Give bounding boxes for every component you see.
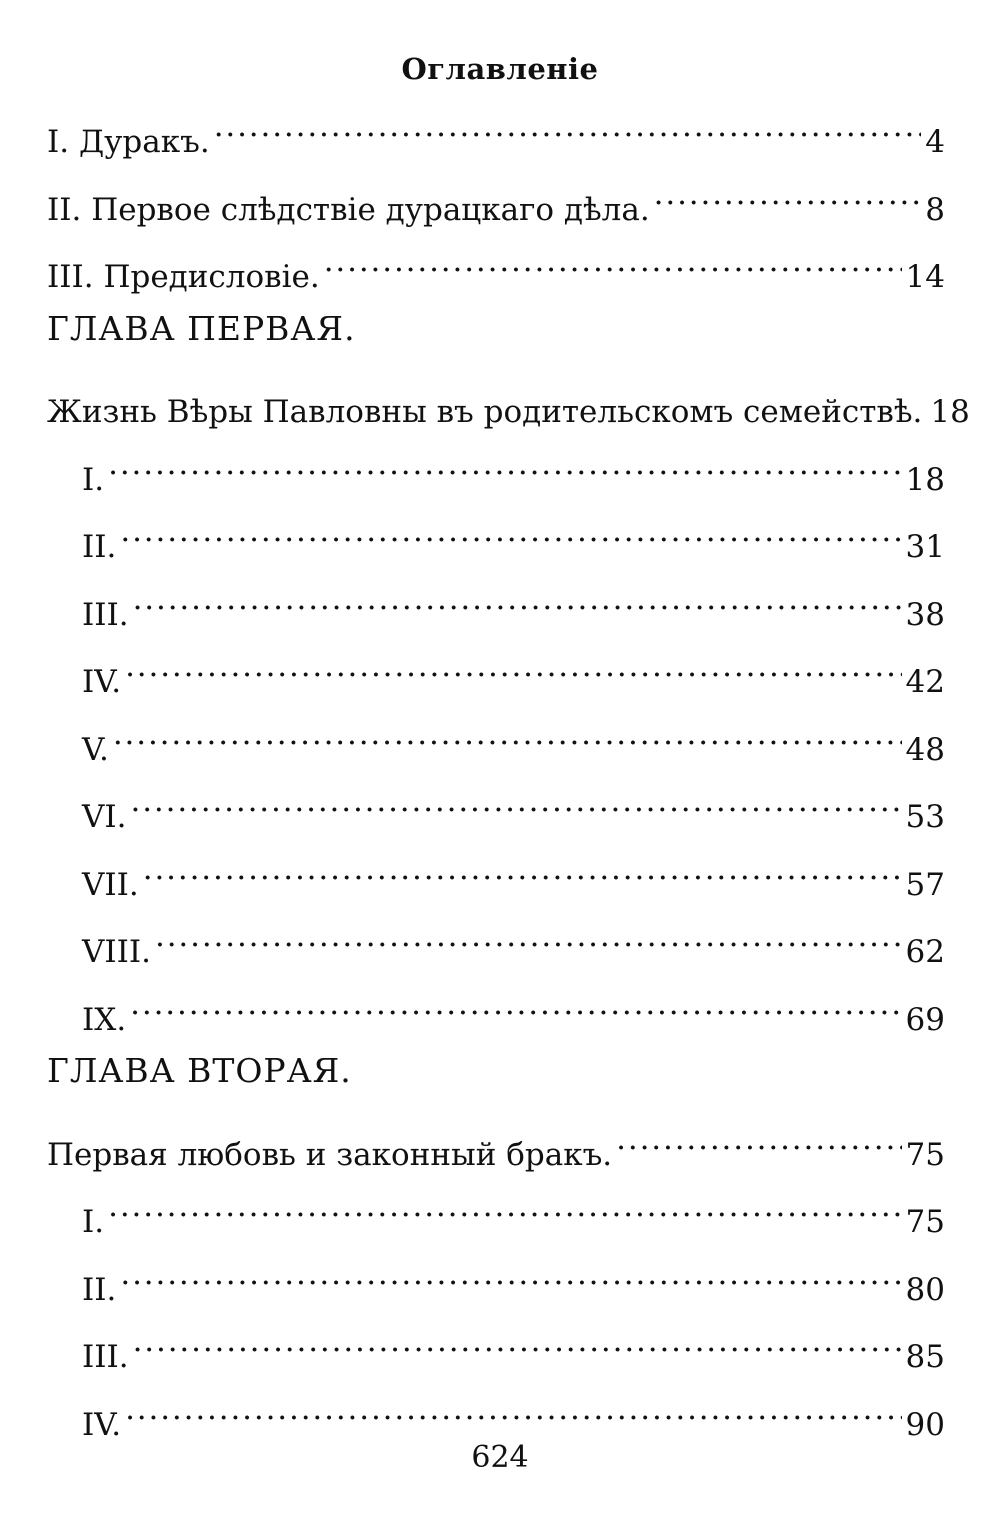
toc-entry — [47, 1180, 945, 1248]
toc-entry — [47, 1113, 945, 1181]
toc-entry-label: Первая любовь и законный бракъ. — [47, 1136, 613, 1173]
toc-entry-label: II. — [82, 1271, 117, 1308]
dot-leader — [143, 843, 902, 895]
toc-entry — [47, 775, 945, 843]
dot-leader — [125, 1383, 901, 1435]
toc-entry-label: II. Первое слѣдствіе дурацкаго дѣла. — [47, 191, 650, 228]
toc-entry-label: Жизнь Вѣры Павловны въ родительскомъ семействѣ. — [47, 394, 923, 430]
toc-entry-page: 75 — [905, 1136, 945, 1173]
dot-leader — [131, 775, 902, 827]
dot-leader — [120, 505, 901, 557]
toc-entry-page: 90 — [905, 1406, 945, 1443]
toc-entry-label: I. — [82, 1204, 105, 1240]
toc-entry — [47, 235, 945, 303]
toc-entry — [47, 1248, 945, 1316]
toc-entry-label: IV. — [82, 1406, 122, 1443]
toc-entry-page: 48 — [905, 731, 945, 768]
dot-leader — [616, 1113, 901, 1165]
toc-entry — [47, 843, 945, 911]
toc-entry-page: 42 — [905, 664, 945, 700]
part-title: ГЛАВА ПЕРВАЯ. — [47, 308, 356, 348]
toc-entry — [47, 978, 945, 1046]
dot-leader — [108, 438, 901, 490]
dot-leader — [133, 573, 902, 625]
dot-leader — [125, 640, 901, 692]
toc-entry-label: II. — [82, 529, 117, 565]
part-title: ГЛАВА ВТОРАЯ. — [47, 1051, 352, 1090]
toc-entry — [47, 370, 970, 438]
toc-entry — [47, 640, 945, 708]
toc-entry — [47, 438, 945, 506]
toc-entry-page: 8 — [925, 191, 945, 228]
toc-entry-label: VIII. — [82, 934, 151, 970]
toc-entry-page: 18 — [905, 461, 945, 498]
toc-entry-label: III. Предисловіе. — [47, 259, 320, 295]
dot-leader — [120, 1248, 901, 1300]
toc-entry — [47, 168, 945, 236]
toc-entry-label: VI. — [82, 799, 127, 835]
dot-leader — [155, 910, 902, 962]
toc-entry-label: V. — [82, 731, 109, 768]
toc-entry-page: 69 — [905, 1001, 945, 1038]
toc-entry-page: 14 — [905, 259, 945, 295]
toc-entry — [47, 708, 945, 776]
toc-heading: Оглавленіе — [401, 52, 599, 86]
toc-entry-page: 53 — [905, 799, 945, 835]
toc-entry-page: 62 — [905, 934, 945, 970]
dot-leader — [654, 168, 922, 220]
toc-entry-page: 85 — [905, 1339, 945, 1375]
toc-entry-page: 4 — [925, 124, 945, 160]
dot-leader — [113, 708, 902, 760]
toc-entry-label: IV. — [82, 664, 122, 700]
toc-part-heading — [47, 1045, 945, 1113]
toc-part-heading — [47, 303, 945, 371]
page-number: 624 — [471, 1440, 529, 1475]
toc-entry-label: VII. — [82, 866, 139, 903]
dot-leader — [108, 1180, 901, 1232]
toc-entry-page: 18 — [930, 394, 970, 430]
toc-entry-page: 31 — [905, 529, 945, 565]
toc-entry-label: III. — [82, 596, 129, 633]
toc-entry-label: IX. — [82, 1001, 127, 1038]
toc-entry-page: 75 — [905, 1204, 945, 1240]
toc-entry-page: 38 — [905, 596, 945, 633]
toc-entry-label: I. — [82, 461, 105, 498]
toc-entry-label: III. — [82, 1339, 129, 1375]
toc-entry — [47, 100, 945, 168]
dot-leader — [214, 100, 922, 152]
toc-entry — [47, 505, 945, 573]
toc-entry — [47, 1315, 945, 1383]
dot-leader — [133, 1315, 902, 1367]
toc-entry-page: 80 — [905, 1271, 945, 1308]
toc-entry-page: 57 — [905, 866, 945, 903]
table-of-contents — [47, 100, 970, 1450]
dot-leader — [324, 235, 902, 287]
toc-entry-label: I. Дуракъ. — [47, 124, 210, 160]
toc-entry — [47, 573, 945, 641]
dot-leader — [130, 978, 901, 1030]
toc-entry — [47, 910, 945, 978]
